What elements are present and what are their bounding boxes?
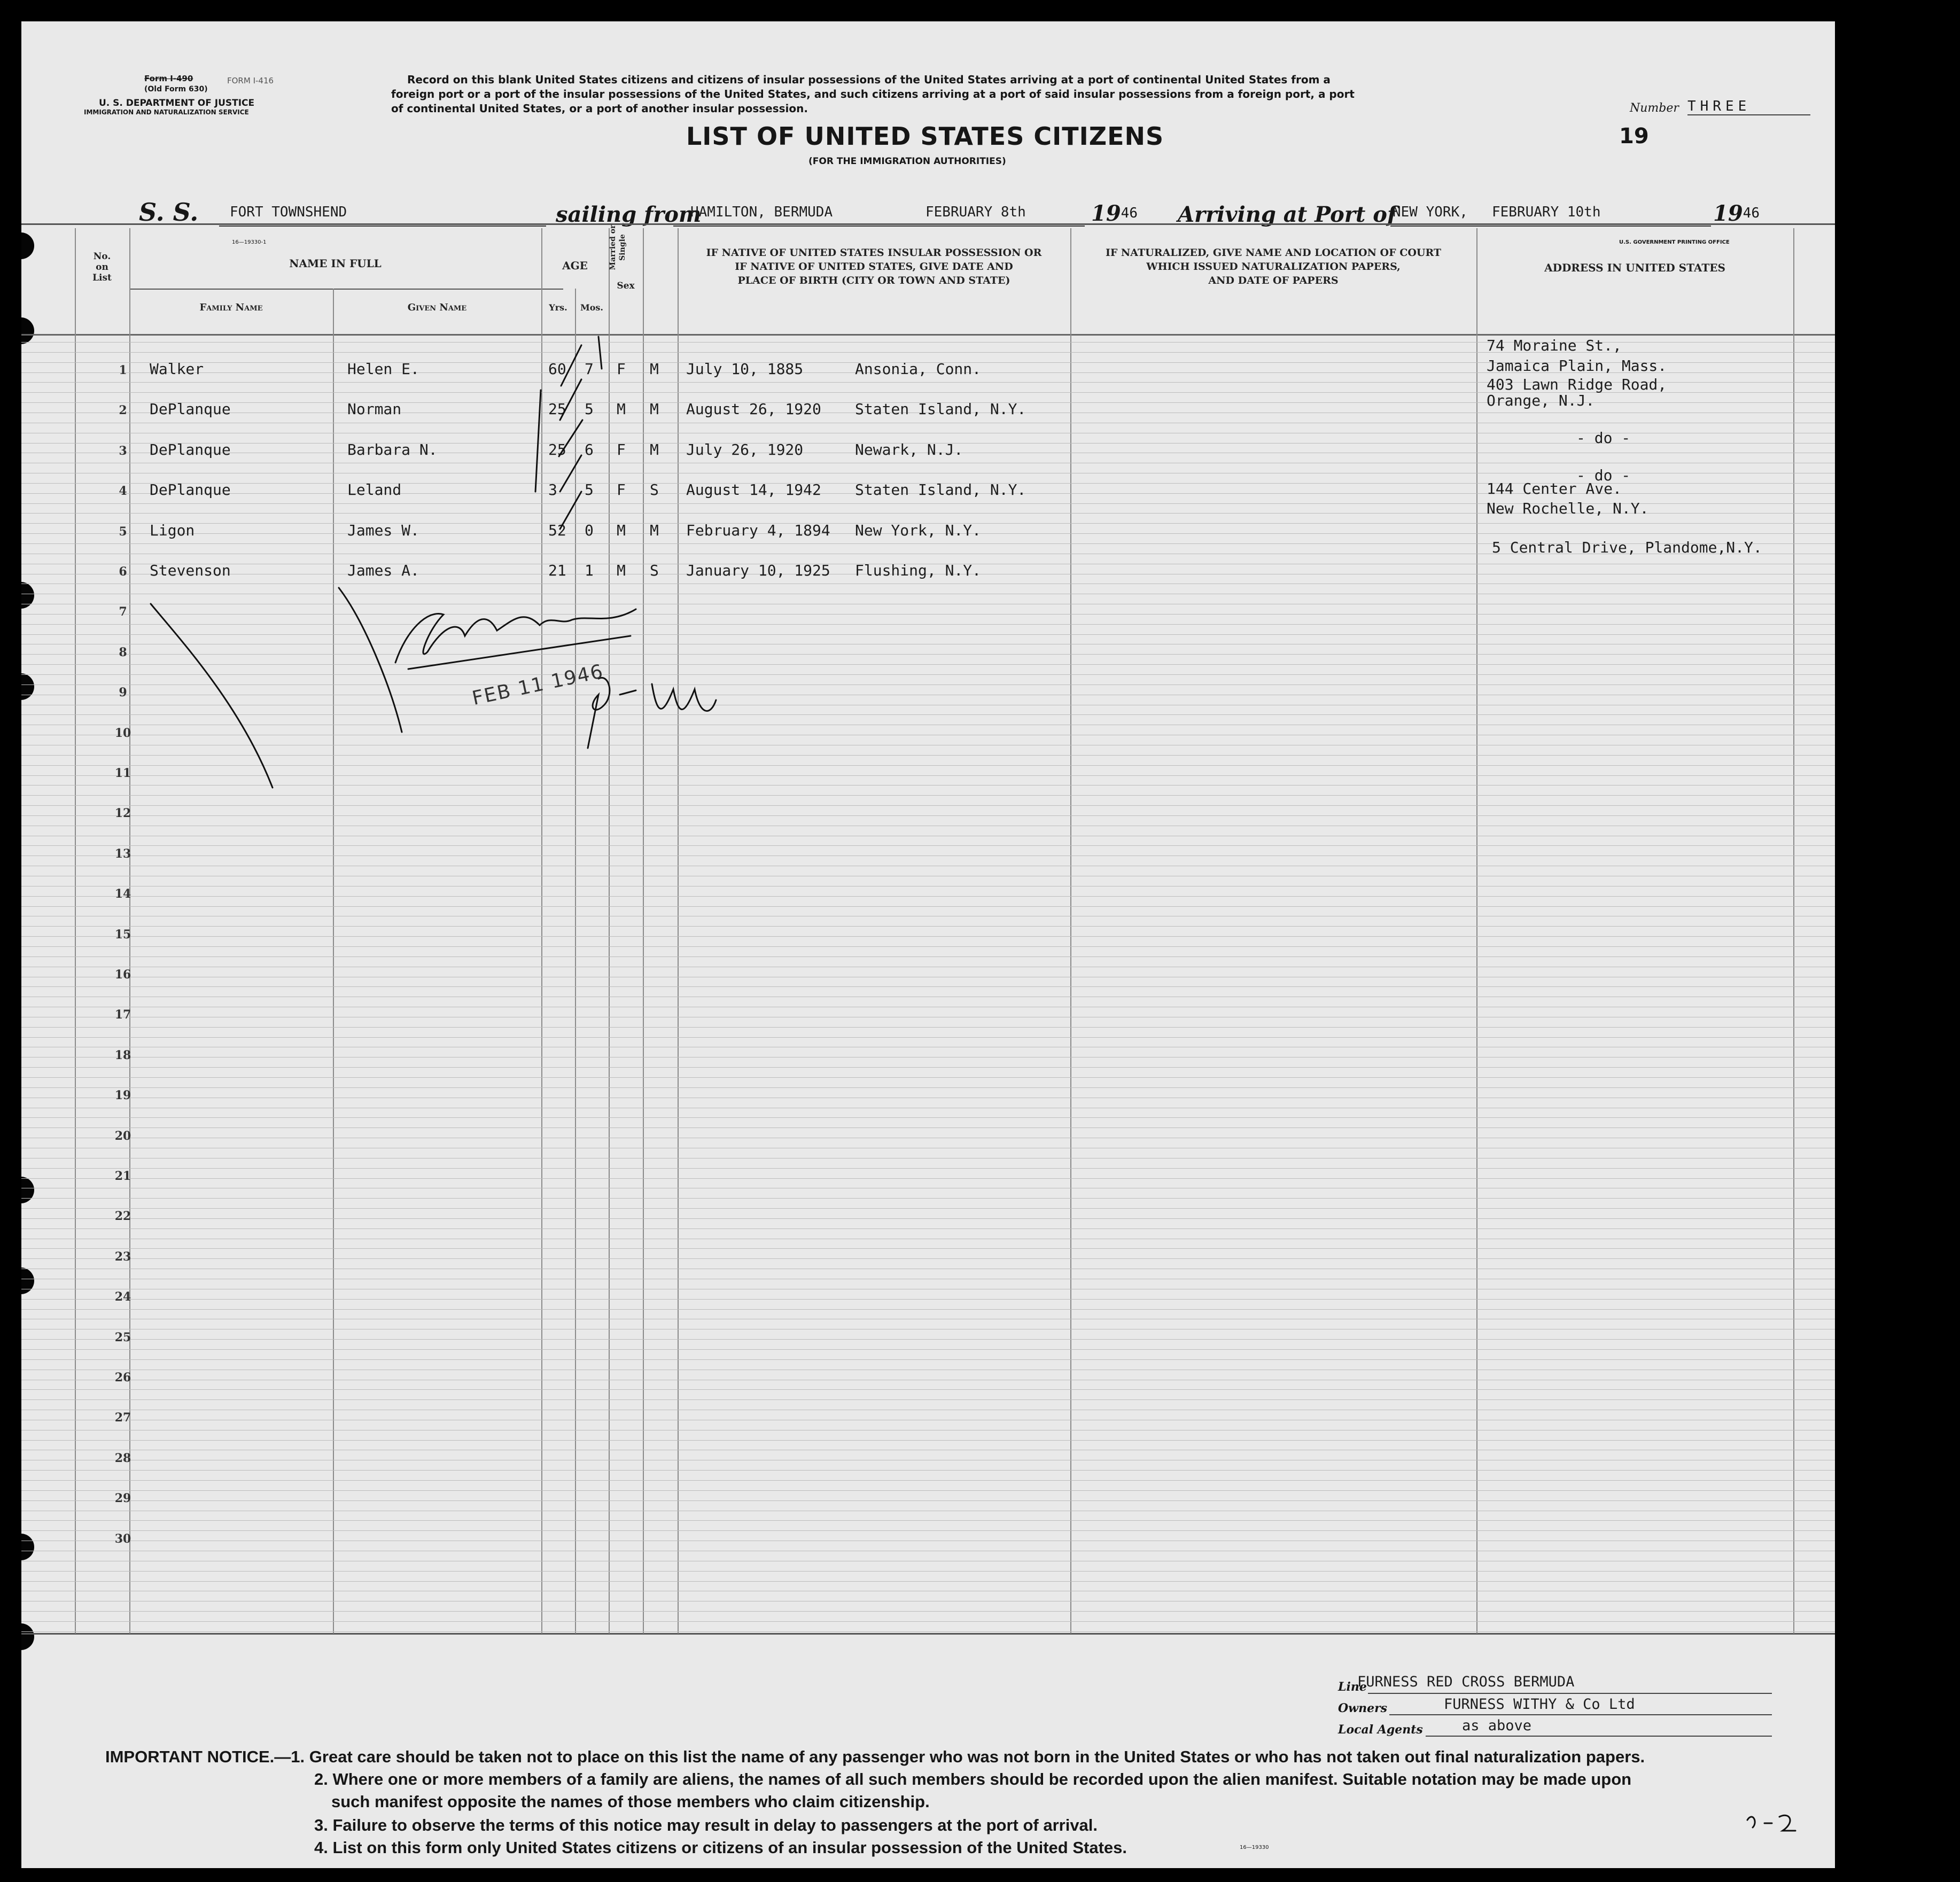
tick-mark (535, 390, 541, 492)
notice-item: Great care should be taken not to place on this list the name of any passenger who was not born in the United States or who has not taken out final naturalization papers. (309, 1747, 1645, 1766)
row-number: 22 (114, 1209, 131, 1223)
row-number: 26 (114, 1371, 131, 1385)
header-text: IF NATURALIZED, GIVE NAME AND LOCATION OF COURT (1105, 247, 1442, 259)
year-from-value: 46 (1121, 205, 1138, 221)
header-text: on (96, 262, 108, 273)
header-text: WHICH ISSUED NATURALIZATION PAPERS, (1146, 261, 1401, 273)
row-number: 3 (119, 444, 127, 458)
birth-place-cell: Staten Island, N.Y. (855, 400, 1026, 418)
header-family-name: Family Name (199, 302, 263, 313)
row-number: 2 (119, 403, 127, 417)
row-number: 15 (114, 928, 131, 942)
sex-cell: M (617, 522, 626, 539)
year-prefix: 19 (1091, 201, 1121, 226)
row-number: 5 (119, 525, 127, 539)
row-number: 9 (119, 686, 127, 699)
given-name-cell: Helen E. (347, 360, 419, 378)
header-yrs: Yrs. (549, 302, 567, 313)
old-form-number: (Old Form 630) (144, 85, 208, 94)
form-number: FORM I-416 (227, 76, 274, 85)
row-number: 19 (114, 1088, 131, 1102)
row-number: 23 (114, 1250, 131, 1264)
given-name-cell: Barbara N. (347, 441, 438, 458)
line-underline (1368, 1693, 1772, 1694)
birth-place-cell: New York, N.Y. (855, 522, 982, 539)
marital-cell: S (650, 481, 659, 499)
row-number: 12 (114, 806, 131, 820)
printing-office: U.S. GOVERNMENT PRINTING OFFICE (1619, 239, 1730, 245)
address-line: 5 Central Drive, Plandome,N.Y. (1492, 539, 1762, 556)
family-name-cell: Walker (150, 360, 204, 378)
ship-name: FORT TOWNSHEND (230, 204, 347, 220)
birth-place-cell: Newark, N.J. (855, 441, 963, 458)
given-name-cell: James A. (347, 562, 419, 579)
header-text: List (92, 273, 112, 283)
row-number: 28 (114, 1451, 131, 1465)
family-name-cell: DePlanque (150, 400, 231, 418)
age-months-cell: 1 (585, 562, 594, 579)
row-number: 17 (114, 1008, 131, 1022)
family-name-cell: Stevenson (150, 562, 231, 579)
owners-value: FURNESS WITHY & Co Ltd (1444, 1696, 1635, 1713)
address-line: 403 Lawn Ridge Road, (1487, 376, 1667, 393)
marital-cell: M (650, 400, 659, 418)
header-text: AND DATE OF PAPERS (1208, 275, 1339, 286)
row-number: 29 (114, 1491, 131, 1505)
print-code-bottom: 16—19330 (1240, 1845, 1269, 1850)
address-line: - do - (1576, 429, 1631, 447)
notice-item: such manifest opposite the names of those members who claim citizenship. (331, 1792, 930, 1811)
arriving-label: Arriving at Port of (1178, 202, 1397, 227)
row-number: 21 (114, 1169, 131, 1183)
header-text: No. (93, 251, 111, 262)
family-name-cell: DePlanque (150, 481, 231, 499)
notice-item: 2. Where one or more members of a family are aliens, the names of all such members should be recorded upon the alien manifest. Suitable notation may be made upon (314, 1770, 1632, 1788)
address-line: New Rochelle, N.Y. (1487, 500, 1649, 517)
tick-mark (559, 420, 582, 456)
tick-mark (560, 492, 581, 529)
age-years-cell: 52 (548, 522, 566, 539)
marital-cell: M (650, 522, 659, 539)
handwritten-marks (21, 21, 1835, 1868)
tick-mark (560, 455, 581, 492)
age-years-cell: 60 (548, 360, 566, 378)
age-years-cell: 3 (548, 481, 557, 499)
mark-19: 19 (1619, 124, 1649, 149)
header-mos: Mos. (580, 302, 603, 313)
birth-place-cell: Flushing, N.Y. (855, 562, 982, 579)
age-years-cell: 25 (548, 400, 566, 418)
form-number-struck: Form I-490 (144, 74, 193, 83)
age-months-cell: 6 (585, 441, 594, 458)
agents-underline (1426, 1736, 1772, 1737)
list-number-label: Number (1630, 102, 1679, 115)
row-number: 16 (114, 968, 131, 982)
owners-underline (1389, 1714, 1772, 1715)
sex-cell: F (617, 360, 626, 378)
page-title: LIST OF UNITED STATES CITIZENS (686, 122, 1164, 151)
row-number: 4 (119, 484, 127, 498)
sex-cell: M (617, 562, 626, 579)
birth-date-cell: January 10, 1925 (686, 562, 830, 579)
given-name-cell: James W. (347, 522, 419, 539)
header-text: IF NATIVE OF UNITED STATES, GIVE DATE AND (735, 261, 1013, 273)
sex-cell: F (617, 481, 626, 499)
birth-date-cell: July 26, 1920 (686, 441, 804, 458)
instruction-line: of continental United States, or a port of another insular possession. (391, 102, 808, 115)
birth-date-cell: July 10, 1885 (686, 360, 804, 378)
instruction-line: foreign port or a port of the insular possessions of the United States, and such citizens arriving at a port of said insular possessions from a foreign port, a port (391, 88, 1355, 100)
line-label: Line (1338, 1680, 1367, 1694)
address-line: Orange, N.J. (1487, 392, 1595, 409)
row-number: 14 (114, 887, 131, 901)
sex-cell: F (617, 441, 626, 458)
strike-line (151, 604, 273, 788)
birth-place-cell: Staten Island, N.Y. (855, 481, 1026, 499)
header-text: IF NATIVE OF UNITED STATES INSULAR POSSESSION OR (706, 247, 1042, 259)
row-number: 24 (114, 1290, 131, 1304)
age-months-cell: 0 (585, 522, 594, 539)
birth-date-cell: February 4, 1894 (686, 522, 830, 539)
line-value: FURNESS RED CROSS BERMUDA (1357, 1674, 1575, 1690)
list-number-value: THREE (1687, 98, 1810, 115)
sex-cell: M (617, 400, 626, 418)
row-number: 6 (119, 565, 127, 579)
row-number: 30 (114, 1532, 131, 1546)
row-number: 25 (114, 1331, 131, 1344)
header-age: AGE (562, 259, 588, 272)
department: U. S. DEPARTMENT OF JUSTICE (99, 98, 255, 108)
row-number: 8 (119, 646, 127, 659)
notice-item: 3. Failure to observe the terms of this notice may result in delay to passengers at the port of arrival. (314, 1816, 1098, 1834)
age-years-cell: 25 (548, 441, 566, 458)
birth-place-cell: Ansonia, Conn. (855, 360, 982, 378)
sailing-date: FEBRUARY 8th (925, 204, 1026, 220)
handwritten-time (620, 684, 716, 711)
family-name-cell: DePlanque (150, 441, 231, 458)
given-name-cell: Norman (347, 400, 402, 418)
row-number: 27 (114, 1411, 131, 1425)
notice-item: 4. List on this form only United States citizens or citizens of an insular possession of the United States. (314, 1838, 1127, 1857)
header-address: ADDRESS IN UNITED STATES (1544, 261, 1725, 274)
address-line: 144 Center Ave. (1487, 480, 1622, 497)
handwritten-page-mark (1747, 1815, 1795, 1831)
marital-cell: S (650, 562, 659, 579)
address-line: 74 Moraine St., (1487, 337, 1622, 354)
birth-date-cell: August 14, 1942 (686, 481, 821, 499)
age-years-cell: 21 (548, 562, 566, 579)
sailing-from-label: sailing from (556, 202, 702, 227)
header-text: Married or (609, 224, 617, 270)
owners-label: Owners (1338, 1701, 1388, 1715)
print-code: 16—19330-1 (232, 239, 267, 245)
tick-mark (560, 379, 581, 420)
year-prefix: 19 (1713, 201, 1743, 226)
address-line: - do - (1576, 466, 1631, 484)
notice-line (105, 1747, 1645, 1767)
instruction-line: Record on this blank United States citizens and citizens of insular possessions of the United States arriving at a port of continental United States from a (407, 73, 1331, 86)
sailing-from-port: HAMILTON, BERMUDA (690, 204, 833, 220)
header-given-name: Given Name (407, 302, 467, 313)
age-months-cell: 7 (585, 360, 594, 378)
marital-cell: M (650, 360, 659, 378)
arrival-date: FEBRUARY 10th (1492, 204, 1601, 220)
notice-heading: IMPORTANT NOTICE.—1. (105, 1747, 305, 1766)
row-number: 13 (114, 847, 131, 861)
signature (395, 609, 636, 663)
row-number: 7 (119, 605, 127, 619)
agents-label: Local Agents (1338, 1723, 1423, 1737)
service: IMMIGRATION AND NATURALIZATION SERVICE (84, 108, 249, 116)
birth-date-cell: August 26, 1920 (686, 400, 821, 418)
given-name-cell: Leland (347, 481, 402, 499)
tick-mark (598, 337, 602, 369)
year-to-value: 46 (1743, 205, 1760, 221)
address-line: Jamaica Plain, Mass. (1487, 357, 1667, 375)
header-sex: Sex (617, 281, 635, 291)
family-name-cell: Ligon (150, 522, 195, 539)
header-text: PLACE OF BIRTH (CITY OR TOWN AND STATE) (737, 275, 1010, 286)
arrival-port: NEW YORK, (1393, 204, 1468, 220)
tick-mark (561, 345, 581, 386)
strike-line (339, 588, 402, 732)
row-number: 18 (114, 1048, 131, 1062)
date-stamp: FEB 11 1946 (470, 660, 606, 710)
marital-cell: M (650, 441, 659, 458)
page-subtitle: (FOR THE IMMIGRATION AUTHORITIES) (808, 156, 1006, 167)
row-number: 11 (114, 766, 131, 780)
ss-label: S. S. (139, 198, 199, 227)
row-number: 10 (114, 726, 131, 740)
row-number: 1 (119, 363, 127, 377)
manifest-page (21, 21, 1835, 1868)
age-months-cell: 5 (585, 400, 594, 418)
header-name-in-full: NAME IN FULL (289, 257, 382, 270)
handwritten-time (588, 678, 610, 748)
header-text: Single (618, 234, 627, 261)
row-number: 20 (114, 1129, 131, 1143)
agents-value: as above (1462, 1717, 1532, 1734)
age-months-cell: 5 (585, 481, 594, 499)
